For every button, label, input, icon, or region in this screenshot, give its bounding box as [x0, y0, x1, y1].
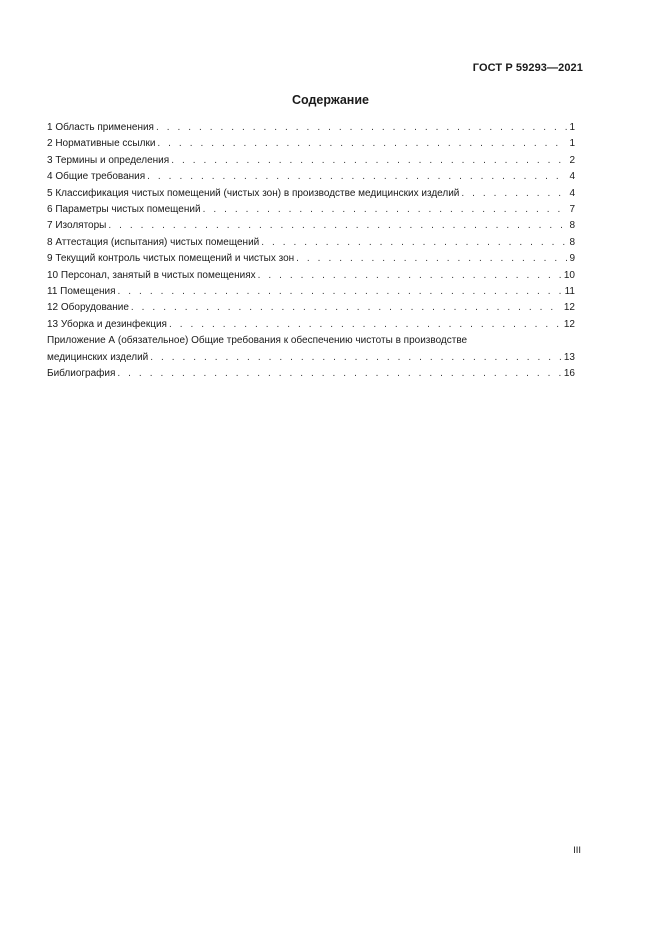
toc-entry[interactable]: [47, 186, 575, 202]
toc-entry-text: 6 Параметры чистых помещений: [47, 204, 201, 216]
toc-entry-text: 4 Общие требования: [47, 171, 146, 183]
toc-leader-dots: [296, 251, 567, 267]
toc-entry-page: 8: [569, 236, 575, 248]
toc-entry-page: 16: [563, 368, 575, 380]
toc-entry-text: 10 Персонал, занятый в чистых помещениях: [47, 269, 256, 281]
page-number: III: [573, 845, 581, 856]
toc-entry[interactable]: [47, 251, 575, 267]
toc-leader-dots: [118, 284, 563, 300]
toc-leader-dots: [157, 136, 567, 152]
toc-entry-page: 10: [563, 269, 575, 281]
toc-entry-page: 11: [564, 286, 575, 298]
toc-leader-dots: [171, 153, 567, 169]
toc-entry[interactable]: [47, 153, 575, 169]
toc-leader-dots: [147, 169, 567, 185]
toc-entry-text: 7 Изоляторы: [47, 220, 107, 232]
toc-leader-dots: [150, 350, 562, 366]
toc-entry-page: 12: [563, 318, 575, 330]
toc-entry-appendix[interactable]: [47, 333, 575, 366]
toc-entry-text: Библиография: [47, 368, 116, 380]
toc-entry[interactable]: [47, 218, 575, 234]
toc-entry-text: 2 Нормативные ссылки: [47, 138, 156, 150]
toc-leader-dots: [261, 235, 567, 251]
toc-leader-dots: [108, 218, 567, 234]
toc-entry[interactable]: [47, 317, 575, 333]
toc-leader-dots: [258, 268, 562, 284]
toc-entry[interactable]: [47, 268, 575, 284]
toc-leader-dots: [169, 317, 562, 333]
toc-entry-page: 9: [569, 253, 575, 265]
toc-entry-page: 1: [569, 122, 575, 133]
toc-entry-text: 9 Текущий контроль чистых помещений и чистых зон: [47, 253, 295, 265]
toc-leader-dots: [117, 366, 561, 382]
toc-entry-page: 8: [569, 220, 575, 232]
toc-entry[interactable]: [47, 300, 575, 316]
toc-entry-page: 1: [569, 138, 575, 150]
toc-appendix-line1: Приложение А (обязательное) Общие требования к обеспечению чистоты в производстве: [47, 335, 468, 347]
toc-entry[interactable]: [47, 284, 575, 300]
toc-entry-text: 1 Область применения: [47, 122, 154, 133]
toc-entry-text: 13 Уборка и дезинфекция: [47, 318, 167, 330]
toc-entry-text: 8 Аттестация (испытания) чистых помещений: [47, 236, 260, 248]
toc-entry-text: 11 Помещения: [47, 286, 116, 298]
table-of-contents: [47, 120, 575, 383]
toc-entry-page: 13: [563, 351, 575, 363]
toc-entry[interactable]: [47, 136, 575, 152]
standard-code: ГОСТ Р 59293—2021: [472, 62, 583, 74]
toc-entry-bibliography[interactable]: [47, 366, 575, 382]
toc-entry-text: 5 Классификация чистых помещений (чистых зон) в производстве медицинских изделий: [47, 187, 460, 199]
toc-leader-dots: [203, 202, 568, 218]
toc-leader-dots: [131, 300, 562, 316]
toc-entry-text: 3 Термины и определения: [47, 154, 170, 166]
toc-title: Содержание: [291, 93, 369, 107]
toc-entry-page: 4: [569, 171, 575, 183]
toc-appendix-line2: медицинских изделий: [47, 351, 149, 363]
toc-entry[interactable]: [47, 202, 575, 218]
toc-entry-page: 12: [563, 302, 575, 314]
toc-leader-dots: [156, 120, 567, 136]
toc-entry-page: 4: [569, 187, 575, 199]
toc-entry-page: 7: [569, 204, 575, 216]
toc-entry[interactable]: [47, 235, 575, 251]
toc-entry[interactable]: [47, 169, 575, 185]
toc-entry-text: 12 Оборудование: [47, 302, 129, 314]
toc-entry[interactable]: [47, 120, 575, 136]
toc-entry-page: 2: [569, 154, 575, 166]
toc-leader-dots: [461, 186, 567, 202]
